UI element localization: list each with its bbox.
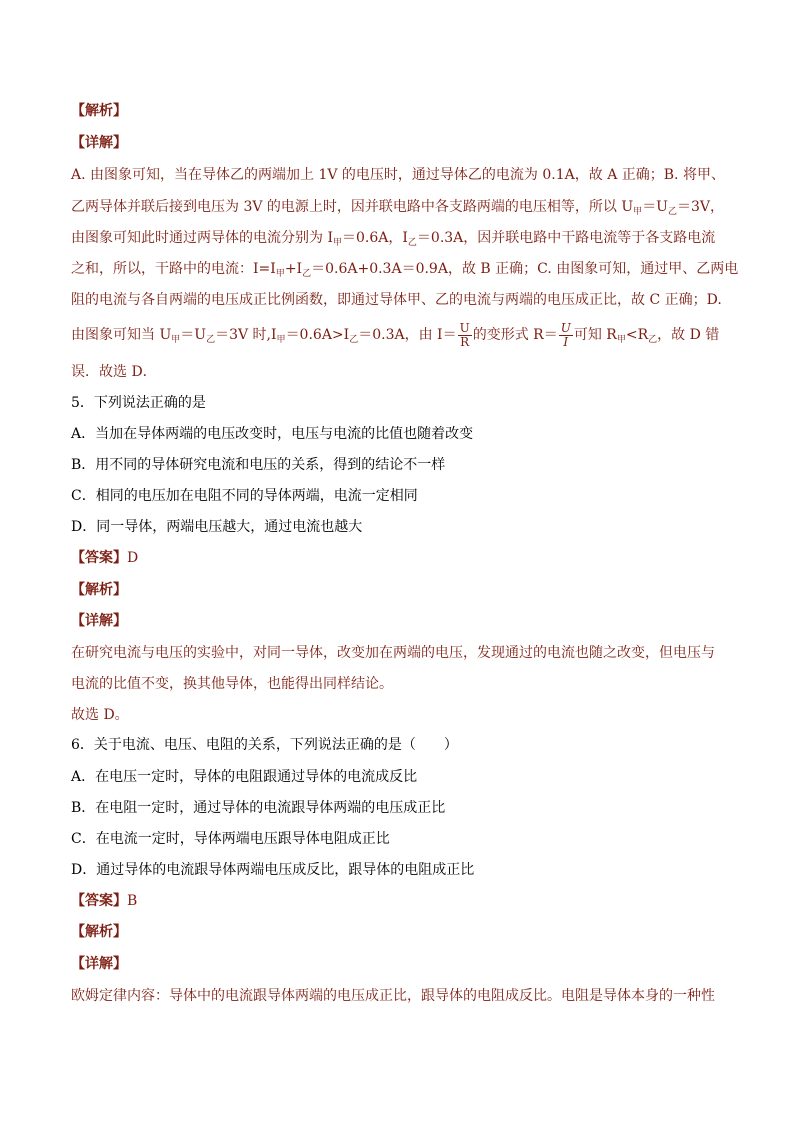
q5-option-c: C．相同的电压加在电阻不同的导体两端，电流一定相同 — [71, 488, 418, 504]
q5-detail-line-3: 故选 D。 — [71, 707, 129, 723]
solution-line-5: 阻的电流与各自两端的电压成正比例函数，即通过导体甲、乙的电流与两端的电压成正比，故 C 正确；D. — [71, 292, 722, 308]
solution-line-2: 乙两导体并联后接到电压为 3V 的电源上时，因并联电路中各支路两端的电压相等，所以 $U_甲=U_乙=3V$， — [71, 199, 725, 217]
q5-stem: 5．下列说法正确的是 — [71, 395, 206, 411]
solution-line-3: 由图象可知此时通过两导体的电流分别为 $I_甲=0.6A$，$I_乙=0.3A$，因并联电路中干路电流等于各支路电流 — [71, 230, 716, 248]
q5-option-a: A．当加在导体两端的电压改变时，电压与电流的比值也随着改变 — [71, 426, 474, 442]
q6-option-d: D．通过导体的电流跟导体两端电压成反比，跟导体的电阻成正比 — [71, 862, 475, 878]
fraction-u-over-r: $\frac{U}{R}$ — [459, 320, 470, 349]
analysis-heading: 【解析】 — [71, 103, 127, 119]
q5-detail-line-2: 电流的比值不变，换其他导体，也能得出同样结论。 — [71, 676, 393, 692]
q5-detail-line-1: 在研究电流与电压的实验中，对同一导体，改变加在两端的电压，发现通过的电流也随之改变，但电压与 — [71, 645, 715, 661]
q6-detail-line-1: 欧姆定律内容：导体中的电流跟导体两端的电压成正比，跟导体的电阻成反比。电阻是导体本身的一种性 — [71, 988, 715, 1004]
solution-line-1: A. 由图象可知，当在导体乙的两端加上 1V 的电压时，通过导体乙的电流为 0.1A，故 A 正确；B. 将甲、 — [71, 167, 725, 183]
q6-option-a: A．在电压一定时，导体的电阻跟通过导体的电流成反比 — [71, 769, 418, 785]
q6-option-c: C．在电流一定时，导体两端电压跟导体电阻成正比 — [71, 831, 390, 847]
q5-answer: 【答案】D — [71, 550, 139, 566]
fraction-u-over-i: $\frac{U}{I}$ — [560, 320, 571, 349]
q6-detail-heading: 【详解】 — [71, 956, 127, 972]
q5-detail-heading: 【详解】 — [71, 613, 127, 629]
q5-analysis-heading: 【解析】 — [71, 582, 127, 598]
solution-line-4: 之和，所以，干路中的电流：$I=I_甲+I_乙=0.6A+0.3A=0.9A$，故 B 正确；C. 由图象可知，通过甲、乙两电 — [71, 261, 739, 279]
q6-stem: 6．关于电流、电压、电阻的关系，下列说法正确的是（ ） — [71, 737, 458, 753]
q5-option-b: B．用不同的导体研究电流和电压的关系，得到的结论不一样 — [71, 457, 446, 473]
detail-heading: 【详解】 — [71, 135, 127, 151]
solution-line-7: 误．故选 D． — [71, 364, 157, 380]
q6-answer: 【答案】B — [71, 893, 138, 909]
q6-analysis-heading: 【解析】 — [71, 924, 127, 940]
q5-option-d: D．同一导体，两端电压越大，通过电流也越大 — [71, 519, 363, 535]
q6-option-b: B．在电阻一定时，通过导体的电流跟导体两端的电压成正比 — [71, 800, 446, 816]
solution-line-6: 由图象可知当 $U_甲=U_乙=3V$ 时$,I_甲=0.6A>I_乙=0.3A$，由 I＝ $\frac{U}{R}$ 的变形式 R＝ $\frac{U}{I}$ 可知 $R_甲<R_乙$，故 D 错 — [71, 320, 720, 349]
